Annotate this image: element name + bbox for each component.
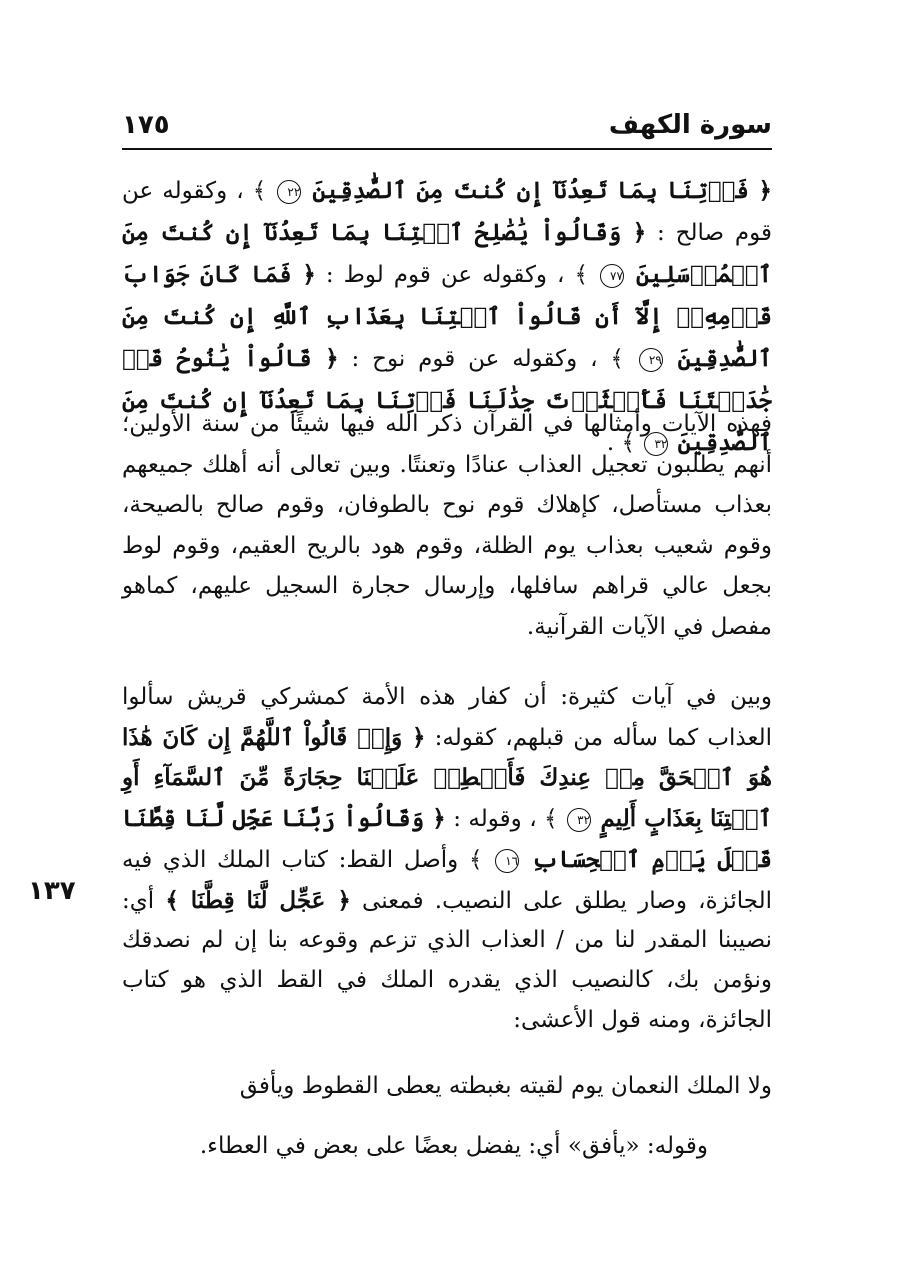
quran-verse: ﴿ فَمَا كَانَ جَوَابَ قَوۡمِهِۦٓ إِلَّآ أَن قَالُواْ ٱئۡتِنَا بِعَذَابِ ٱللَّهِ إِن كُنتَ مِنَ ٱلصَّٰدِقِينَ xyxy=(122,261,772,372)
ayah-number-marker: ١٦ xyxy=(495,849,519,873)
quran-verse: ﴿ فَأۡتِنَا بِمَا تَعِدُنَآ إِن كُنتَ مِنَ ٱلصَّٰدِقِينَ xyxy=(312,177,773,204)
poetry-verse: ولا الملك النعمان يوم لقيته بغبطته يعطى القطوط ويأفق xyxy=(239,1073,772,1099)
quran-verse: ﴿ عَجِّل لَّنَا قِطَّنَا ﴾ xyxy=(165,886,351,914)
page-header xyxy=(122,104,772,150)
quran-verse: ﴿ وَإِذۡ قَالُواْ ٱللَّهُمَّ إِن كَانَ هَٰذَا هُوَ ٱلۡحَقَّ مِنۡ عِندِكَ فَأَمۡطِرۡ عَلَيۡنَا حِجَارَةً مِّنَ ٱلسَّمَآءِ أَوِ ٱئۡتِنَا بِعَذَابٍ أَلِيمٍ xyxy=(122,723,773,833)
margin-page-number: ١٣٧ xyxy=(28,876,76,906)
quran-verse: ﴿ وَقَالُواْ رَبَّنَا عَجِّل لَّنَا قِطَّنَا قَبۡلَ يَوۡمِ ٱلۡحِسَابِ xyxy=(122,805,773,873)
quran-verse: ﴿ وَقَالُواْ يَٰصَٰلِحُ ٱئۡتِنَا بِمَا تَعِدُنَآ إِن كُنتَ مِنَ ٱلۡمُرۡسَلِينَ xyxy=(122,219,773,288)
paragraph-explanation: وقوله: «يأفق» أي: يفضل بعضًا على بعض في العطاء. xyxy=(199,1133,708,1159)
body-text: ﴾ ، وكقوله عن قوم لوط : xyxy=(315,262,588,288)
ayah-number-marker: ٧٧ xyxy=(600,264,624,288)
body-text: ﴾ ، وقوله : xyxy=(445,806,558,833)
surah-title: سورة الكهف xyxy=(608,110,772,140)
body-text: وبين في آيات كثيرة: أن كفار هذه الأمة كمشركي قريش سألوا العذاب كما سأله من قبلهم، كقوله: xyxy=(122,684,772,751)
body-text: ﴾ وأصل القط: كتاب الملك الذي فيه الجائزة، وصار يطلق على النصيب. فمعنى xyxy=(122,846,772,914)
paragraph-quraysh xyxy=(122,678,772,1040)
body-text: ﴾ . xyxy=(606,430,636,456)
page-number: ١٧٥ xyxy=(122,110,170,140)
paragraph-past-nations: فهذه الآيات وأمثالها في القرآن ذكر الله فيها شيئًا من سنة الأولين؛ أنهم يطلبون تعجيل العذاب عنادًا وتعنتًا. وبين تعالى أنه أهلك جميعهم بعذاب مستأصل، كإهلاك قوم نوح بالطوفان، وقوم صالح بالصيحة، وقوم شعيب بعذاب يوم الظلة، وقوم هود بالريح العقيم، وقوم لوط بجعل عالي قراهم سافلها، وإرسال حجارة السجيل عليهم، كماهو مفصل في الآيات القرآنية. xyxy=(122,411,772,640)
quran-verse: ﴿ قَالُواْ يَٰنُوحُ قَدۡ جَٰدَلۡتَنَا فَأَكۡثَرۡتَ جِدَٰلَنَا فَأۡتِنَا بِمَا تَعِدُنَآ إِن كُنتَ مِنَ ٱلصَّٰدِقِينَ xyxy=(122,345,772,456)
ayah-number-marker: ٣٢ xyxy=(644,432,668,456)
ayah-number-marker: ٢٩ xyxy=(639,348,663,372)
ayah-number-marker: ٢٢ xyxy=(277,180,301,204)
body-text: ﴾ ، وكقوله عن قوم نوح : xyxy=(338,346,624,372)
body-text: ﴾ ، وكقوله عن قوم صالح : xyxy=(122,178,772,246)
body-text: أي: نصيبنا المقدر لنا من / العذاب الذي تزعم وقوعه بنا إن لم نصدقك ونؤمن بك، كالنصيب الذي يقدره الملك في القط الذي هو كتاب الجائزة، ومنه قول الأعشى: xyxy=(122,887,772,1033)
ayah-number-marker: ٣٢ xyxy=(567,808,591,832)
